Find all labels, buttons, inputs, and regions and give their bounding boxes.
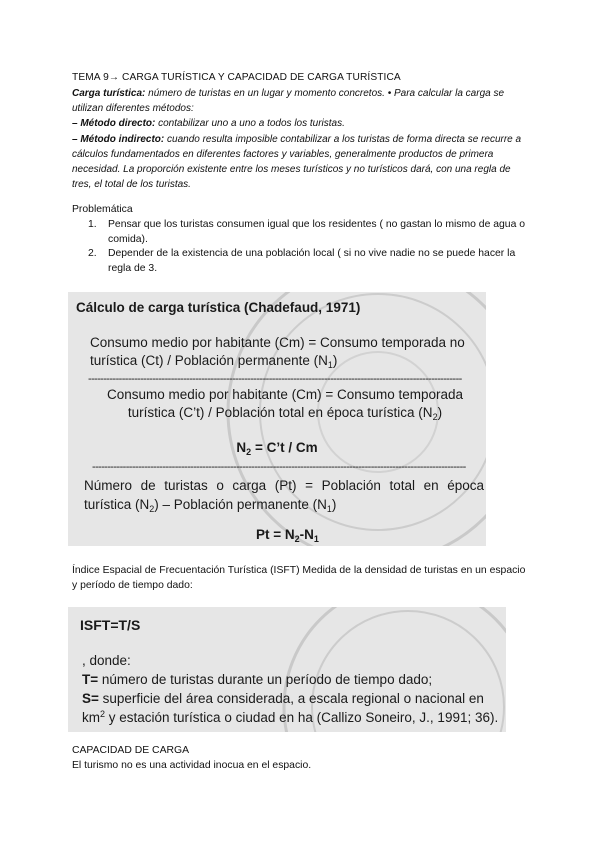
problematica-title: Problemática (72, 204, 133, 215)
isft-formula: ISFT=T/S (80, 617, 141, 633)
carga-calculation-figure (68, 292, 486, 546)
superscript: 2 (100, 709, 106, 719)
cm-text: Consumo medio por habitante (Cm) = Consumo temporada no turística (Ct) / Población permanente (N (90, 335, 465, 368)
cm-text: Consumo medio por habitante (Cm) = Consumo temporada turística (C’t) / Población total en época turística (N (106, 387, 464, 420)
subscript: 1 (326, 504, 332, 514)
isft-formula-figure (68, 607, 506, 732)
cm-text-end: ) (437, 405, 443, 420)
formula-n2 (68, 440, 486, 455)
s-label: S= (82, 691, 99, 706)
problematica-list (72, 218, 532, 276)
formula-text: N (236, 440, 247, 455)
formula-text-mid: -N (299, 527, 314, 542)
figure-title: Cálculo de carga turística (Chadefaud, 1971) (76, 300, 361, 315)
list-item-number: 2. (88, 248, 97, 260)
metodo-indirecto-label: – Método indirecto: (72, 133, 165, 145)
subscript: 1 (327, 360, 333, 370)
dashed-separator: -------------------------------------------------------------------------------------------------------------------------- (92, 462, 466, 472)
cm-definition-tourist (90, 386, 480, 422)
subscript: 2 (294, 534, 300, 544)
s-definition: superficie del área considerada, a escala regional o nacional en km (82, 691, 484, 725)
metodo-indirecto-text: cuando resulta imposible contabilizar a los turistas de forma directa se recurre a cálculos fundamentados en diferentes factores y variables, generalmente productos de primera necesidad. La proporción existente entre los meses turísticos y no turísticos dará, con una regla de tres, el total de los turistas. (72, 133, 522, 191)
t-label: T= (82, 672, 99, 687)
t-definition: número de turistas durante un período de tiempo dado; (98, 672, 433, 687)
page-heading: TEMA 9→ CARGA TURÍSTICA Y CAPACIDAD DE CARGA TURÍSTICA (72, 72, 401, 83)
s-definition-end: y estación turística o ciudad en ha (Callizo Soneiro, J., 1991; 36). (105, 710, 499, 725)
list-item (72, 218, 532, 247)
capacidad-title: CAPACIDAD DE CARGA (72, 745, 190, 756)
formula-text: Pt = N (256, 527, 295, 542)
metodo-directo-label: – Método directo: (72, 118, 156, 130)
list-item-text: Pensar que los turistas consumen igual que los residentes ( no gastan lo mismo de agua o comida). (108, 219, 526, 245)
cm-text-end: ) (332, 353, 338, 368)
pt-text: Número de turistas o carga (Pt) = Población total en época turística (N (84, 478, 484, 512)
donde-text: , donde: (82, 653, 131, 668)
carga-label: Carga turística: (72, 88, 146, 99)
formula-pt (256, 527, 319, 542)
pt-text-end: ) (331, 497, 337, 512)
subscript: 1 (313, 534, 319, 544)
capacidad-text: El turismo no es una actividad inocua en el espacio. (72, 760, 312, 771)
list-item-number: 1. (88, 219, 97, 230)
metodo-directo-text: contabilizar uno a uno a todos los turistas. (155, 118, 345, 130)
cm-definition-permanent (90, 334, 486, 370)
pt-text-mid: ) – Población permanente (N (154, 497, 327, 512)
subscript: 2 (432, 412, 438, 422)
isft-paragraph: Índice Espacial de Frecuentación Turística (ISFT) Medida de la densidad de turistas en un espacio y período de tiempo dado: (72, 565, 526, 591)
subscript: 2 (246, 447, 252, 457)
subscript: 2 (149, 504, 155, 514)
formula-text-end: = C’t / Cm (251, 440, 318, 455)
dashed-separator: -------------------------------------------------------------------------------------------------------------------------- (88, 374, 462, 384)
list-item-text: Depender de la existencia de una población local ( si no vive nadie no se puede hacer la regla de 3. (108, 248, 516, 274)
pt-definition (84, 476, 484, 514)
isft-definitions (82, 651, 506, 727)
intro-paragraph (72, 86, 530, 192)
list-item (72, 247, 532, 276)
carga-text: número de turistas en un lugar y momento concretos. • Para calcular la carga se utilizan diferentes métodos: (72, 88, 505, 115)
